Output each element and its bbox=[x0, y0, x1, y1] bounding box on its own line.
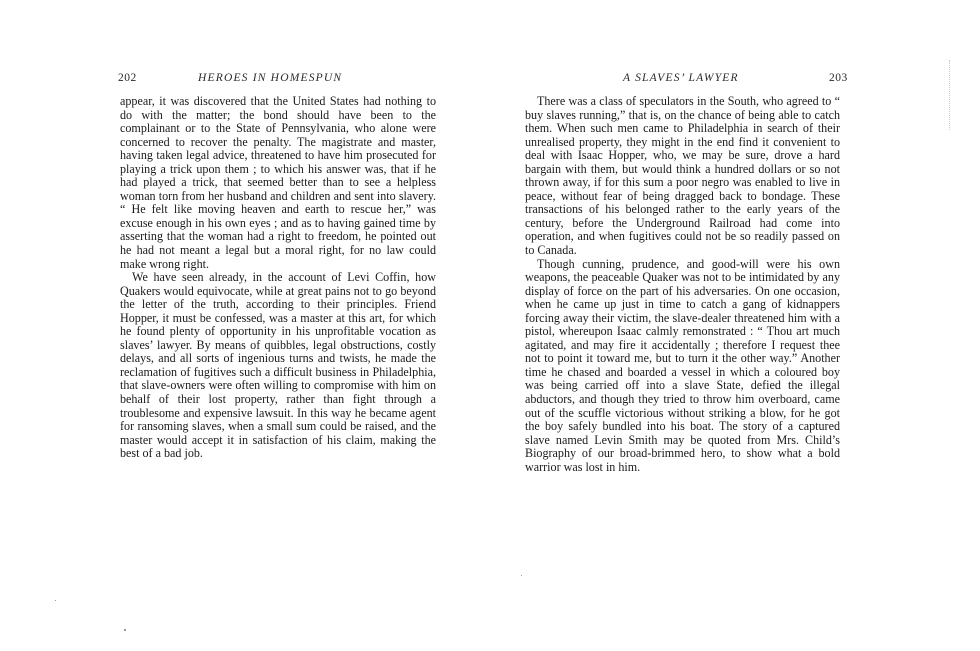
left-running-head: HEROES IN HOMESPUN bbox=[198, 72, 343, 84]
right-paragraph-1: There was a class of speculators in the South, who agreed to “ buy slaves running,” that is, on the chance of being able to catch them. When such men came to Philadelphia in search of their unrealised property, they might in the end find it convenient to deal with Isaac Hopper, who, we may be sure, drove a hard bargain with them, but would think a hundred dollars or so not thrown away, if for this sum a poor negro was enabled to live in peace, without fear of being dragged back to bondage. These transactions of his belonged rather to the early years of the century, before the Underground Railroad had come into operation, and when fugitives could not be so readily passed on to Canada. bbox=[525, 94, 840, 258]
scan-speck bbox=[55, 600, 56, 601]
left-paragraph-1: appear, it was discovered that the United States had nothing to do with the matter; the bond should have been to the complainant or to the State of Pennsylvania, who alone were concerned to recover the penalty. The magistrate and master, having taken legal advice, threatened to have him prosecuted for playing a trick upon them ; to which his answer was, that if he had played a trick, that seemed better than to see a helpless woman torn from her husband and children and sent into slavery. “ He felt like moving heaven and earth to rescue her,” was excuse enough in his own eyes ; and as to having gained time by asserting that the woman had a right to freedom, he pointed out he had not meant a legal but a moral right, for no law could make wrong right. bbox=[120, 94, 436, 271]
page-edge-marks bbox=[949, 60, 958, 130]
left-page-number: 202 bbox=[118, 72, 137, 84]
right-paragraph-2: Though cunning, prudence, and good-will were his own weapons, the peaceable Quaker was not to be intimidated by any display of force on the part of his adversaries. On one occasion, when he came up just in time to catch a gang of kidnappers forcing away their victim, the slave-dealer threatened him with a pistol, whereupon Isaac calmly remonstrated : “ Thou art much agitated, and may fire it accidentally ; therefore I request thee not to point it toward me, but to turn it the other way.” Another time he chased and boarded a vessel in which a coloured boy was being carried off into a slave State, defied the illegal abductors, and though they tried to throw him overboard, came out of the scuffle victorious without striking a blow, for he got the boy safely bundled into his boat. The story of a captured slave named Levin Smith may be quoted from Mrs. Child’s Biography of our broad-brimmed hero, to show what a bold warrior was lost in him. bbox=[525, 256, 840, 474]
right-running-head: A SLAVES’ LAWYER bbox=[623, 72, 739, 84]
right-page bbox=[490, 0, 980, 651]
left-body-text bbox=[120, 95, 436, 461]
scan-speck bbox=[124, 629, 126, 631]
right-body-text bbox=[525, 95, 840, 474]
scan-speck bbox=[521, 575, 522, 576]
right-page-number: 203 bbox=[829, 72, 848, 84]
left-paragraph-2: We have seen already, in the account of Levi Coffin, how Quakers would equivocate, while at great pains not to go beyond the letter of the truth, according to their principles. Friend Hopper, it must be confessed, was a master at this art, for which he found plenty of opportunity in his unprofitable vocation as slaves’ lawyer. By means of quibbles, legal obstructions, costly delays, and all sorts of ingenious turns and twists, he made the reclamation of fugitives such a difficult business in Philadelphia, that slave-owners were often willing to compromise with him on behalf of their lost property, rather than fight through a troublesome and expensive lawsuit. In this way he became agent for ransoming slaves, when a small sum could be raised, and the master would accept it in satisfaction of his claim, making the best of a bad job. bbox=[120, 270, 436, 461]
